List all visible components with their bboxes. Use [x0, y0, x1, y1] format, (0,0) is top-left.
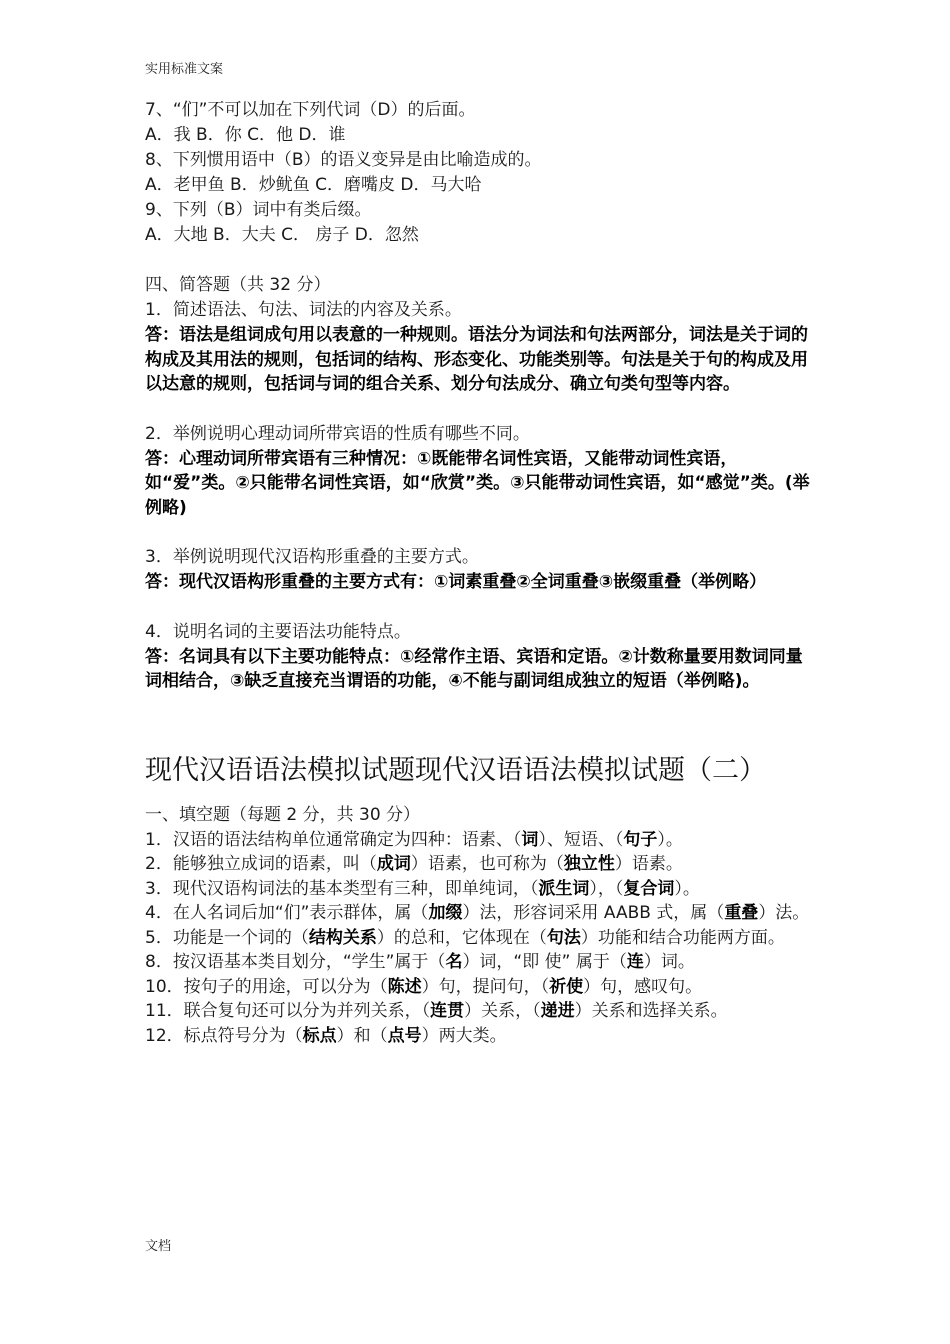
- page-footer: 文档: [145, 1239, 172, 1254]
- short-answer-question: 3．举例说明现代汉语构形重叠的主要方式。: [145, 547, 479, 567]
- answer-text: 名: [445, 952, 463, 972]
- answer-text: 祈使: [549, 976, 584, 997]
- answer-text: 连贯: [430, 1001, 465, 1021]
- answer-text: 派生词: [538, 878, 590, 899]
- answer-text: 结构关系: [308, 927, 377, 948]
- section-heading-fill-in: 一、填空题（每题 2 分，共 30 分）: [145, 804, 421, 825]
- question-7: 7、“们”不可以加在下列代词（D）的后面。: [145, 100, 476, 120]
- answer-text: 陈述: [387, 976, 422, 997]
- document-content: [145, 98, 815, 1048]
- fill-in-item: 1．汉语的语法结构单位通常确定为四种：语素、（词）、短语、（句子）。: [145, 829, 683, 850]
- question-8-options: A．老甲鱼 B．炒鱿鱼 C．磨嘴皮 D．马大哈: [145, 175, 482, 195]
- exam-title: 现代汉语语法模拟试题现代汉语语法模拟试题（二）: [145, 754, 766, 786]
- fill-in-item: 8．按汉语基本类目划分，“学生”属于（名）词，“即 使” 属于（连）词。: [145, 952, 695, 972]
- answer-text: 独立性: [563, 854, 615, 874]
- question-8: 8、下列惯用语中（B）的语义变异是由比喻造成的。: [145, 150, 542, 170]
- question-9-options: A．大地 B．大夫 C． 房子 D．忽然: [145, 225, 419, 245]
- answer-text: 连: [626, 952, 644, 972]
- short-answer: 答：语法是组词成句用以表意的一种规则。语法分为词法和句法两部分，词法是关于词的构成及其用法的规则，包括词的结构、形态变化、功能类别等。句法是关于句的构成及用以达意的规则，包括词与词的组合关系、划分句法成分、确立句类句型等内容。: [145, 325, 808, 394]
- short-answer-question: 4．说明名词的主要语法功能特点。: [145, 621, 411, 642]
- answer-text: 重叠: [724, 903, 759, 923]
- answer-text: 词: [521, 829, 539, 850]
- question-7-options: A．我 B．你 C．他 D．谁: [145, 125, 346, 145]
- short-answer: 答：心理动词所带宾语有三种情况：①既能带名词性宾语，又能带动词性宾语，如“爱”类。②只能带名词性宾语，如“欣赏”类。③只能带动词性宾语，如“感觉”类。(举例略): [145, 448, 810, 518]
- fill-in-item: 2．能够独立成词的语素，叫（成词）语素，也可称为（独立性）语素。: [145, 854, 683, 874]
- answer-text: 复合词: [623, 878, 675, 899]
- answer-text: 句法: [546, 927, 581, 948]
- short-answer: 答：现代汉语构形重叠的主要方式有：①词素重叠②全词重叠③嵌缀重叠（举例略）: [145, 572, 767, 592]
- fill-in-item: 10．按句子的用途，可以分为（陈述）句，提问句，（祈使）句，感叹句。: [145, 976, 703, 997]
- answer-text: 加缀: [428, 903, 463, 923]
- short-answer-question: 2．举例说明心理动词所带宾语的性质有哪些不同。: [145, 423, 530, 444]
- fill-in-item: 11．联合复句还可以分为并列关系，（连贯）关系，（递进）关系和选择关系。: [145, 1001, 728, 1021]
- answer-text: 成词: [376, 854, 411, 874]
- answer-text: 递进: [540, 1001, 575, 1021]
- question-9: 9、下列（B）词中有类后缀。: [145, 200, 372, 220]
- fill-in-item: 4．在人名词后加“们”表示群体，属（加缀）法，形容词采用 AABB 式，属（重叠）法。: [145, 903, 810, 923]
- section-heading-short-answer: 四、简答题（共 32 分）: [145, 275, 331, 295]
- answer-text: 点号: [387, 1025, 422, 1046]
- answer-text: 句子: [623, 829, 658, 850]
- fill-in-item: 5．功能是一个词的（结构关系）的总和，它体现在（句法）功能和结合功能两方面。: [145, 927, 785, 948]
- short-answer-question: 1．简述语法、句法、词法的内容及关系。: [145, 300, 462, 320]
- fill-in-item: 3．现代汉语构词法的基本类型有三种，即单纯词，（派生词），（复合词）。: [145, 878, 700, 899]
- page-header: 实用标准文案: [145, 62, 224, 77]
- fill-in-item: 12．标点符号分为（标点）和（点号）两大类。: [145, 1025, 507, 1046]
- answer-text: 标点: [302, 1025, 337, 1046]
- short-answer: 答：名词具有以下主要功能特点：①经常作主语、宾语和定语。②计数称量要用数词同量词相结合，③缺乏直接充当谓语的功能，④不能与副词组成独立的短语（举例略)。: [145, 646, 803, 691]
